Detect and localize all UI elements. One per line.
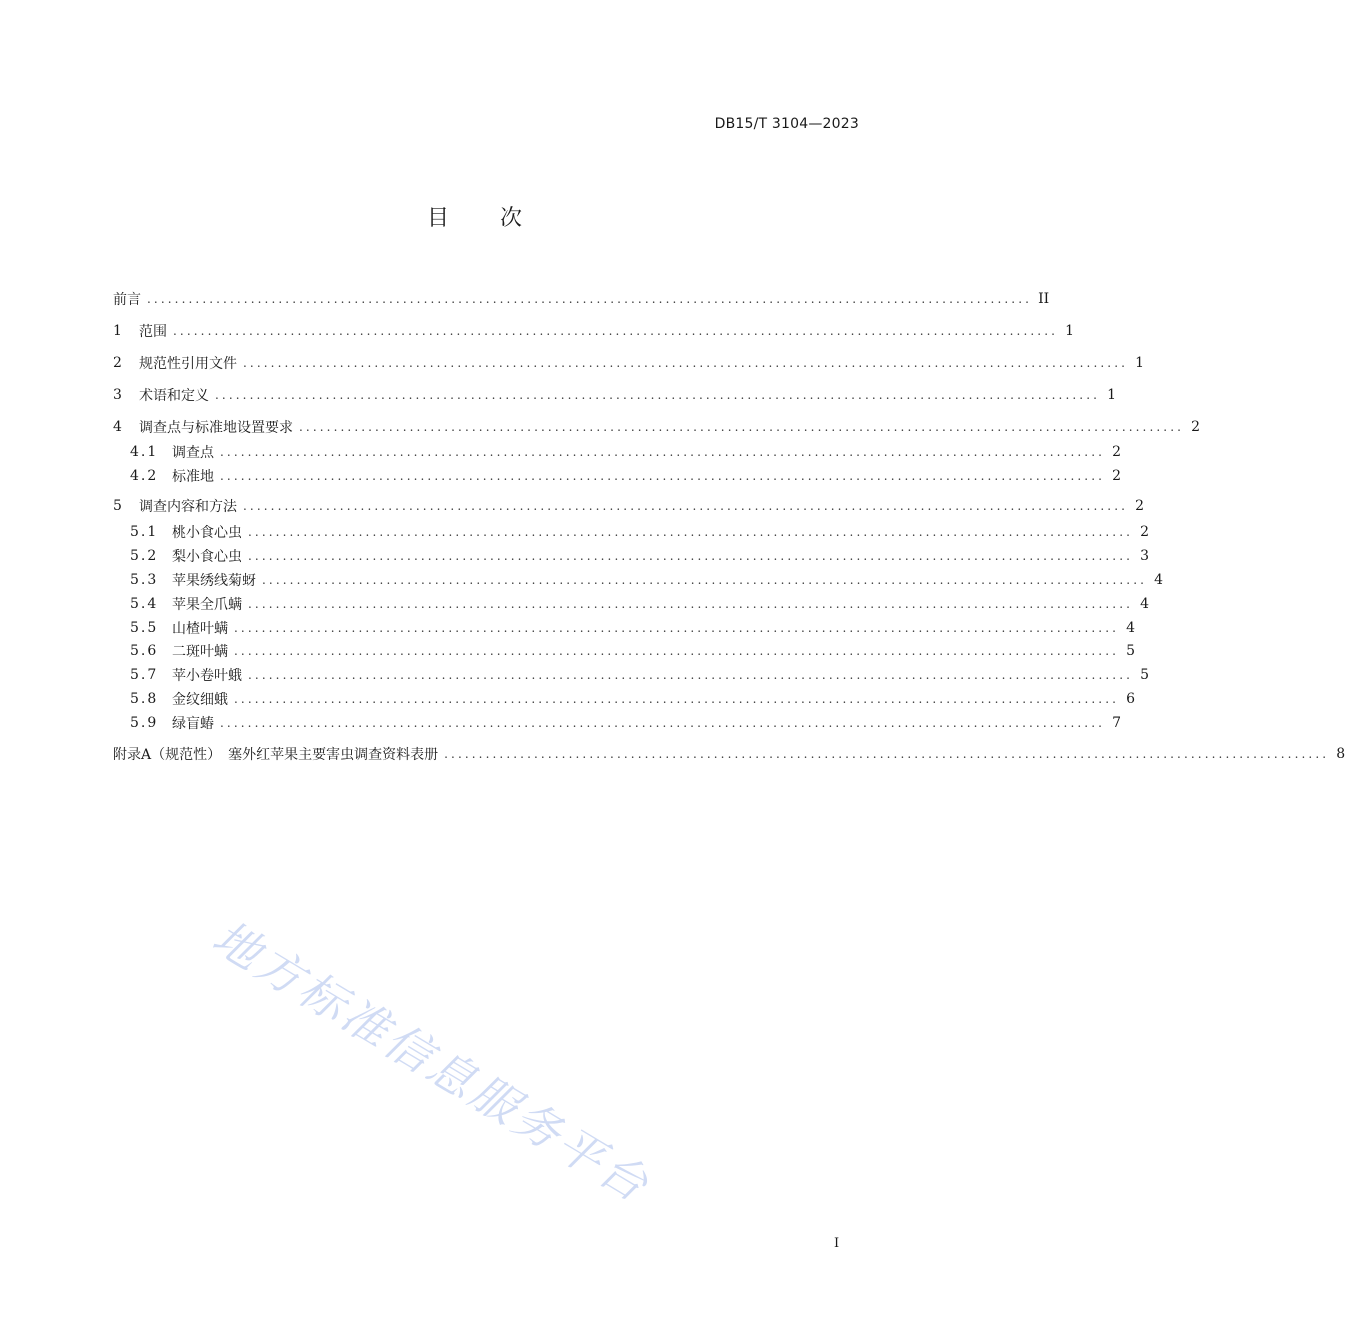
toc-entry-label: 范围 — [139, 324, 167, 340]
toc-entry-page: 1 — [1107, 387, 1117, 403]
toc-entry-page: 2 — [1140, 524, 1150, 540]
toc-entry-number: 5.2 — [130, 548, 159, 564]
toc-entry-4-2[interactable] — [113, 464, 1122, 488]
toc-leader-dots: ................................................................................................................................ — [234, 692, 1120, 706]
toc-entry-page: 8 — [1336, 746, 1345, 762]
toc-entry-page: 2 — [1112, 468, 1122, 484]
toc-leader-dots: ................................................................................................................................ — [243, 499, 1129, 513]
toc-entry-number: 4.2 — [130, 468, 159, 484]
toc-entry-number: 5 — [113, 498, 122, 514]
toc-entry-number: 5.6 — [130, 643, 159, 659]
toc-entry-number: 5.3 — [130, 572, 159, 588]
toc-entry-label: 调查内容和方法 — [139, 499, 237, 515]
toc-entry-page: 1 — [1065, 323, 1075, 339]
toc-leader-dots: ................................................................................................................................ — [248, 549, 1134, 563]
toc-leader-dots: ................................................................................................................................ — [248, 525, 1134, 539]
toc-leader-dots: ................................................................................................................................ — [243, 356, 1129, 370]
toc-entry-number: 2 — [113, 355, 122, 371]
toc-entry-label: 苹果全爪螨 — [172, 597, 242, 613]
toc-entry-number: 5.8 — [130, 691, 159, 707]
toc-entry-label: 苹果绣线菊蚜 — [172, 573, 256, 589]
toc-entry-5-4[interactable] — [113, 592, 1150, 616]
toc-entry-number: 4 — [113, 419, 122, 435]
toc-entry-5-3[interactable] — [113, 568, 1164, 592]
toc-entry-label: 调查点 — [172, 445, 214, 461]
toc-entry-label: 标准地 — [172, 469, 214, 485]
toc-leader-dots: ................................................................................................................................ — [444, 747, 1330, 761]
standard-code: DB15/T 3104—2023 — [714, 116, 859, 132]
toc-leader-dots: ................................................................................................................................ — [234, 621, 1120, 635]
toc-entry-page: 6 — [1126, 691, 1136, 707]
toc-leader-dots: ................................................................................................................................ — [262, 573, 1148, 587]
toc-entry-5-9[interactable] — [113, 711, 1122, 735]
toc-entry-5[interactable] — [113, 494, 1145, 518]
toc-entry-foreword[interactable] — [113, 287, 1050, 311]
toc-entry-number: 4.1 — [130, 444, 159, 460]
toc-entry-label: 金纹细蛾 — [172, 692, 228, 708]
toc-entry-label: 前言 — [113, 292, 141, 308]
toc-entry-label: 山楂叶螨 — [172, 621, 228, 637]
toc-entry-label: 梨小食心虫 — [172, 549, 242, 565]
toc-entry-5-1[interactable] — [113, 520, 1150, 544]
toc-entry-5-2[interactable] — [113, 544, 1150, 568]
toc-entry-5-8[interactable] — [113, 687, 1136, 711]
toc-entry-number: 3 — [113, 387, 122, 403]
toc-leader-dots: ................................................................................................................................ — [173, 324, 1059, 338]
toc-leader-dots: ................................................................................................................................ — [299, 420, 1185, 434]
toc-entry-5-7[interactable] — [113, 663, 1150, 687]
toc-entry-label: 附录A（规范性） 塞外红苹果主要害虫调查资料表册 — [113, 747, 439, 763]
toc-entry-label: 二斑叶螨 — [172, 644, 228, 660]
toc-leader-dots: ................................................................................................................................ — [220, 716, 1106, 730]
toc-leader-dots: ................................................................................................................................ — [234, 644, 1120, 658]
toc-entry-page: 4 — [1154, 572, 1164, 588]
toc-entry-appendix-a[interactable] — [113, 742, 1345, 766]
toc-entry-label: 调查点与标准地设置要求 — [139, 420, 293, 436]
toc-entry-page: 4 — [1140, 596, 1150, 612]
toc-entry-page: II — [1038, 291, 1050, 307]
toc-entry-label: 规范性引用文件 — [139, 356, 237, 372]
watermark-text: 地方标准信息服务平台 — [203, 909, 660, 1214]
toc-entry-number: 1 — [113, 323, 122, 339]
toc-entry-4-1[interactable] — [113, 440, 1122, 464]
toc-entry-number: 5.9 — [130, 715, 159, 731]
toc-entry-label: 绿盲蝽 — [172, 716, 214, 732]
toc-entry-1[interactable] — [113, 319, 1075, 343]
toc-entry-2[interactable] — [113, 351, 1145, 375]
toc-entry-page: 5 — [1140, 667, 1150, 683]
toc-title — [0, 201, 950, 232]
toc-entry-page: 2 — [1191, 419, 1201, 435]
toc-entry-label: 术语和定义 — [139, 388, 209, 404]
toc-leader-dots: ................................................................................................................................ — [215, 388, 1101, 402]
toc-title-right: 次 — [500, 206, 524, 231]
toc-title-left: 目 — [426, 206, 450, 231]
toc-leader-dots: ................................................................................................................................ — [248, 597, 1134, 611]
toc-entry-5-6[interactable] — [113, 639, 1136, 663]
page-number: I — [834, 1236, 840, 1251]
toc-entry-number: 5.5 — [130, 620, 159, 636]
toc-entry-5-5[interactable] — [113, 616, 1136, 640]
toc-leader-dots: ................................................................................................................................ — [248, 668, 1134, 682]
toc-entry-number: 5.1 — [130, 524, 159, 540]
toc-leader-dots: ................................................................................................................................ — [220, 469, 1106, 483]
toc-entry-page: 2 — [1112, 444, 1122, 460]
toc-entry-4[interactable] — [113, 415, 1201, 439]
toc-entry-label: 苹小卷叶蛾 — [172, 668, 242, 684]
toc-entry-number: 5.7 — [130, 667, 159, 683]
toc-entry-page: 3 — [1140, 548, 1150, 564]
toc-entry-page: 7 — [1112, 715, 1122, 731]
toc-entry-3[interactable] — [113, 383, 1117, 407]
toc-entry-label: 桃小食心虫 — [172, 525, 242, 541]
toc-entry-page: 1 — [1135, 355, 1145, 371]
toc-entry-page: 5 — [1126, 643, 1136, 659]
toc-entry-page: 4 — [1126, 620, 1136, 636]
toc-leader-dots: ................................................................................................................................ — [220, 445, 1106, 459]
toc-entry-number: 5.4 — [130, 596, 159, 612]
toc-leader-dots: ................................................................................................................................ — [147, 292, 1033, 306]
toc-entry-page: 2 — [1135, 498, 1145, 514]
